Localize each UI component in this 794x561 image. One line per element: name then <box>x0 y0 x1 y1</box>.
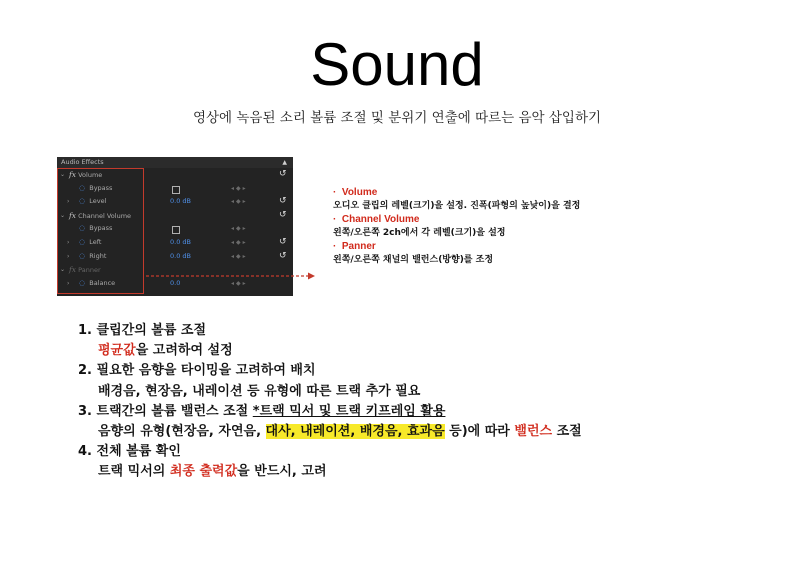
chevron-down-icon[interactable]: ⌄ <box>60 171 66 178</box>
stopwatch-icon[interactable]: ◌ <box>79 224 86 233</box>
reset-icon[interactable]: ↺ <box>279 250 287 261</box>
param-label-bypass: Bypass <box>89 224 113 233</box>
numbered-list <box>78 321 582 483</box>
fx-icon: fx <box>69 170 77 179</box>
param-label-balance: Balance <box>89 278 116 287</box>
list-item: 3. 트랙간의 볼륨 밸런스 조절 *트랙 믹서 및 트랙 키프레임 활용 <box>78 403 446 419</box>
stopwatch-icon[interactable]: ◌ <box>79 197 86 206</box>
list-item-detail: 음향의 유형(현장음, 자연음, 대사, 내레이션, 배경음, 효과음 등)에 따라 밸런스 조절 <box>98 424 582 440</box>
chevron-down-icon[interactable]: ⌄ <box>60 211 66 219</box>
keyframe-nav-icon[interactable]: ◂◆▸ <box>231 238 248 246</box>
keyframe-nav-icon[interactable]: ◂◆▸ <box>231 225 248 233</box>
collapse-up-icon[interactable]: ▲ <box>282 159 287 166</box>
chevron-right-icon[interactable]: › <box>67 279 70 287</box>
reset-icon[interactable]: ↺ <box>279 236 287 247</box>
effect-label-volume: Volume <box>78 171 103 179</box>
fx-icon: fx <box>69 210 77 220</box>
left-value[interactable]: 0.0 dB <box>170 237 191 246</box>
list-item-detail: 배경음, 현장음, 내레이션 등 유형에 따른 트랙 추가 필요 <box>98 383 421 399</box>
param-label-right: Right <box>89 251 107 260</box>
right-value[interactable]: 0.0 dB <box>170 251 191 260</box>
param-label-left: Left <box>89 237 102 246</box>
note-heading: · Volume <box>333 187 378 198</box>
stopwatch-icon[interactable]: ◌ <box>79 278 86 287</box>
bypass-checkbox[interactable] <box>172 186 180 194</box>
fx-icon: fx <box>69 265 77 275</box>
chevron-down-icon[interactable]: ⌄ <box>60 266 66 274</box>
reset-icon[interactable]: ↺ <box>279 169 287 179</box>
stopwatch-icon[interactable]: ◌ <box>79 183 86 192</box>
effect-notes <box>333 186 580 267</box>
list-item-detail: 트랙 믹서의 최종 출력값을 반드시, 고려 <box>98 464 327 480</box>
keyframe-nav-icon[interactable]: ◂◆▸ <box>231 279 248 287</box>
list-item: 1. 클립간의 볼륨 조절 <box>78 323 207 338</box>
param-label-level: Level <box>89 197 107 206</box>
effect-label-channel-volume: Channel Volume <box>78 211 132 220</box>
chevron-right-icon[interactable]: › <box>67 198 70 206</box>
stopwatch-icon[interactable]: ◌ <box>79 237 86 246</box>
balance-value[interactable]: 0.0 <box>170 278 181 287</box>
note-description: 왼쪽/오른쪽 2ch에서 각 레벨(크기)을 설정 <box>333 228 506 238</box>
bypass-checkbox[interactable] <box>172 226 180 234</box>
level-value[interactable]: 0.0 dB <box>170 197 191 206</box>
note-description: 왼쪽/오른쪽 채널의 밸런스(방향)를 조정 <box>333 255 494 265</box>
panel-header-label: Audio Effects <box>61 158 104 166</box>
panel-header <box>57 157 293 168</box>
list-item: 2. 필요한 음향을 타이밍을 고려하여 배치 <box>78 363 316 379</box>
keyframe-nav-icon[interactable]: ◂◆▸ <box>231 198 248 206</box>
slide-subtitle: 영상에 녹음된 소리 볼륨 조절 및 분위기 연출에 따르는 음악 삽입하기 <box>192 110 602 126</box>
dashed-arrow <box>146 271 316 281</box>
reset-icon[interactable]: ↺ <box>279 196 287 207</box>
chevron-right-icon[interactable]: › <box>67 238 70 246</box>
note-heading: · Panner <box>333 241 376 252</box>
note-heading: · Channel Volume <box>333 214 420 225</box>
chevron-right-icon[interactable]: › <box>67 252 70 260</box>
slide-title: Sound <box>310 31 484 98</box>
keyframe-nav-icon[interactable]: ◂◆▸ <box>231 252 248 260</box>
highlight-box <box>57 168 144 294</box>
note-description: 오디오 클립의 레벨(크기)을 설정. 진폭(파형의 높낮이)을 결정 <box>333 201 581 211</box>
reset-icon[interactable]: ↺ <box>279 209 287 220</box>
list-item-detail: 평균값을 고려하여 설정 <box>98 343 233 359</box>
effect-label-panner: Panner <box>78 266 101 275</box>
param-label-bypass: Bypass <box>89 183 113 192</box>
stopwatch-icon[interactable]: ◌ <box>79 251 86 260</box>
keyframe-nav-icon[interactable]: ◂◆▸ <box>231 184 248 192</box>
list-item: 4. 전체 볼륨 확인 <box>78 444 181 460</box>
